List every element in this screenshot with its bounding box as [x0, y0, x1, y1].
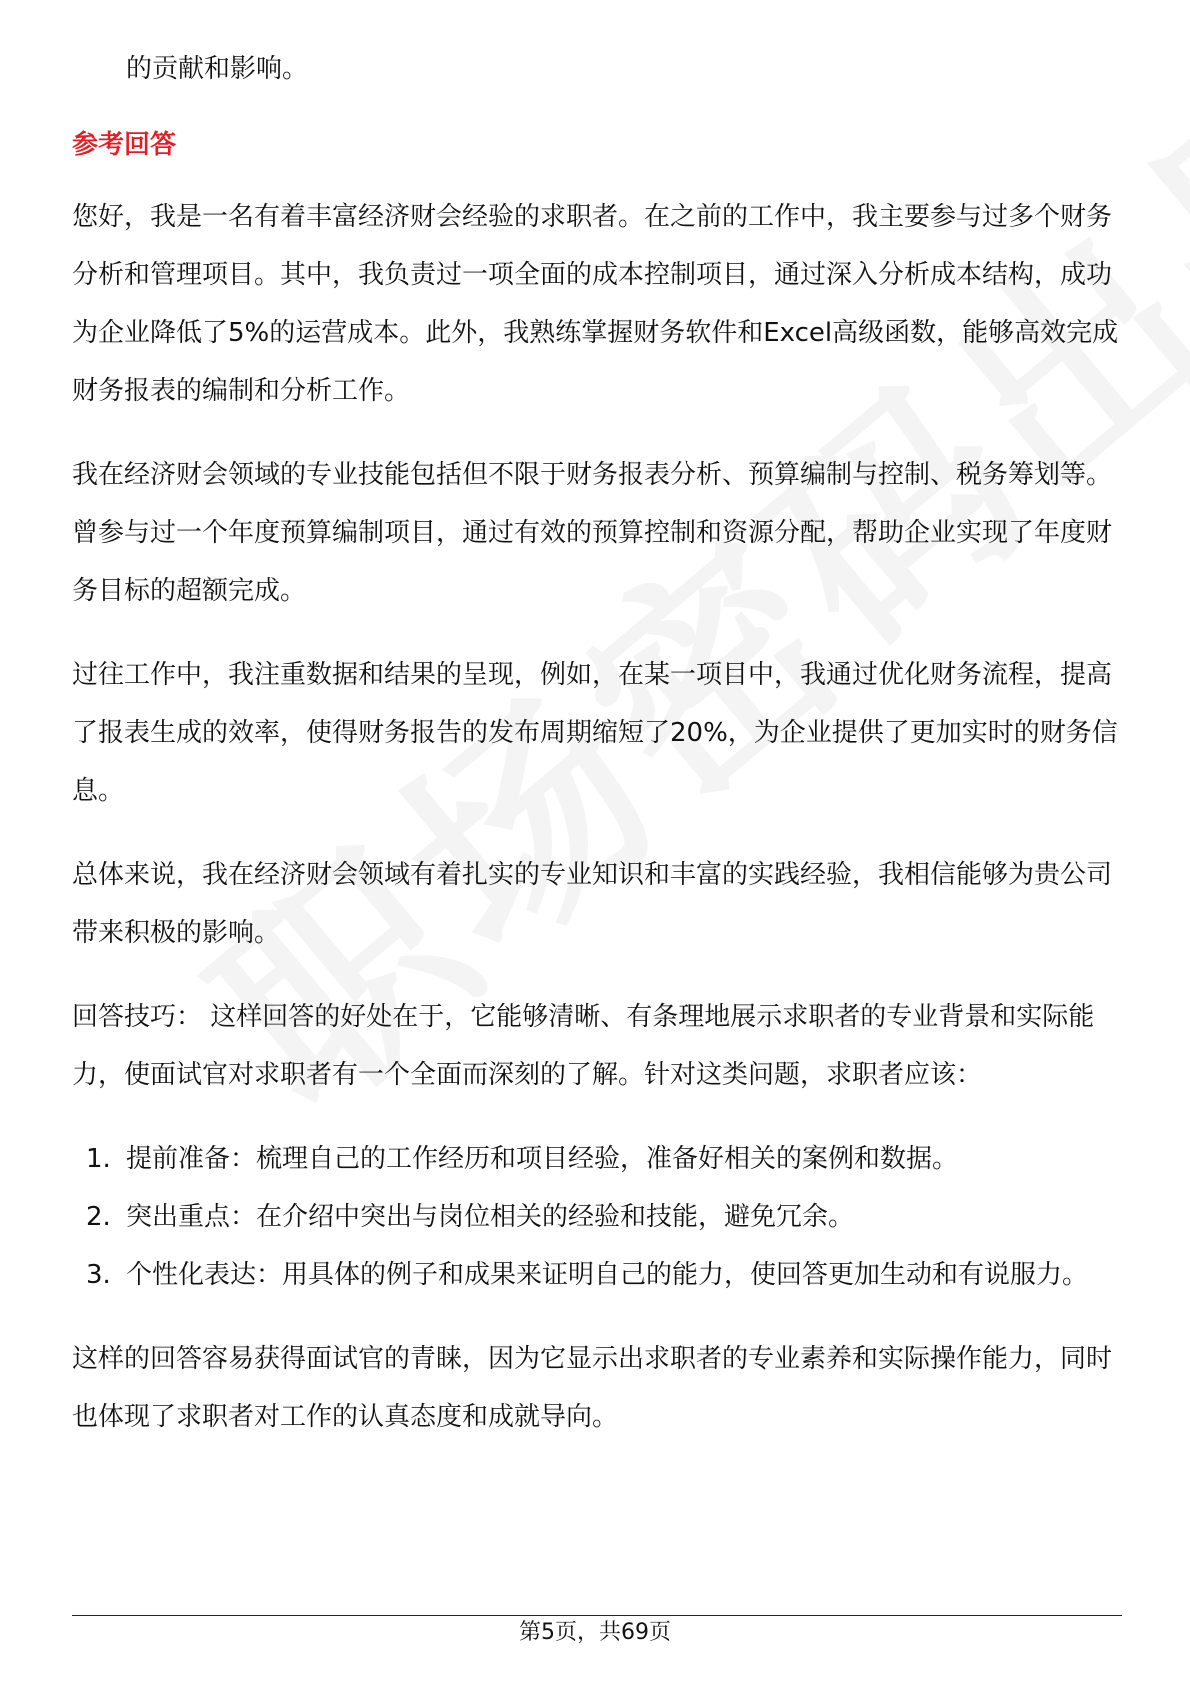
- page-number: 第5页，共69页: [519, 1620, 671, 1645]
- list-item-text: 个性化表达：用具体的例子和成果来证明自己的能力，使回答更加生动和有说服力。: [126, 1260, 1089, 1290]
- paragraph-results: 过往工作中，我注重数据和结果的呈现，例如，在某一项目中，我通过优化财务流程，提高了报表生成的效率，使得财务报告的发布周期缩短了20%，为企业提供了更加实时的财务信息。: [72, 660, 1118, 806]
- tips-list: [72, 1130, 1122, 1304]
- list-item-text: 突出重点：在介绍中突出与岗位相关的经验和技能，避免冗余。: [126, 1202, 855, 1232]
- continued-text: 的贡献和影响。: [126, 54, 309, 84]
- paragraph-intro: 您好，我是一名有着丰富经济财会经验的求职者。在之前的工作中，我主要参与过多个财务分析和管理项目。其中，我负责过一项全面的成本控制项目，通过深入分析成本结构，成功为企业降低了5%的运营成本。此外，我熟练掌握财务软件和Excel高级函数，能够高效完成财务报表的编制和分析工作。: [72, 202, 1119, 406]
- paragraph-closing: 这样的回答容易获得面试官的青睐，因为它显示出求职者的专业素养和实际操作能力，同时也体现了求职者对工作的认真态度和成就导向。: [72, 1344, 1113, 1432]
- list-item: [72, 1246, 1122, 1304]
- list-item: [72, 1188, 1122, 1246]
- page-content: [72, 40, 1122, 1472]
- list-item-text: 提前准备：梳理自己的工作经历和项目经验，准备好相关的案例和数据。: [126, 1144, 959, 1174]
- footer-divider: [72, 1615, 1122, 1616]
- list-item: [72, 1130, 1122, 1188]
- list-number: 1.: [86, 1144, 111, 1174]
- paragraph-skills: 我在经济财会领域的专业技能包括但不限于财务报表分析、预算编制与控制、税务筹划等。曾参与过一个年度预算编制项目，通过有效的预算控制和资源分配，帮助企业实现了年度财务目标的超额完成。: [72, 460, 1113, 606]
- section-title: 参考回答: [72, 130, 177, 160]
- paragraph-summary: 总体来说，我在经济财会领域有着扎实的专业知识和丰富的实践经验，我相信能够为贵公司带来积极的影响。: [72, 860, 1113, 948]
- list-number: 2.: [86, 1202, 111, 1232]
- paragraph-tips-intro: 回答技巧： 这样回答的好处在于，它能够清晰、有条理地展示求职者的专业背景和实际能力，使面试官对求职者有一个全面而深刻的了解。针对这类问题，求职者应该：: [72, 1002, 1095, 1090]
- list-number: 3.: [86, 1260, 111, 1290]
